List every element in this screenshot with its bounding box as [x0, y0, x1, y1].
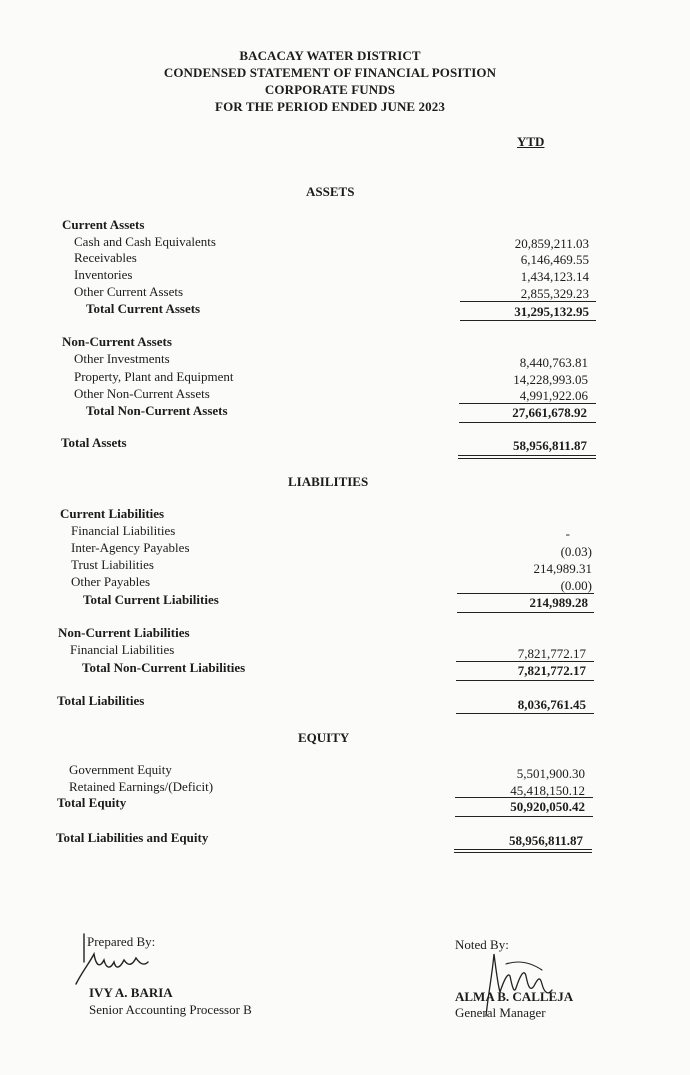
total-assets-label: Total Assets	[61, 435, 127, 450]
line-item-label: Cash and Cash Equivalents	[74, 234, 216, 249]
double-rule-top	[454, 849, 592, 850]
subtotal-rule	[459, 403, 596, 404]
assets-heading: ASSETS	[306, 184, 355, 199]
total-rule	[457, 612, 594, 613]
line-item-label: Property, Plant and Equipment	[74, 369, 234, 384]
total-current-assets-amount: 31,295,132.95	[514, 304, 589, 319]
double-rule-bottom	[454, 852, 592, 853]
noncurrent-assets-label: Non-Current Assets	[62, 334, 172, 349]
total-liabilities-equity-amount: 58,956,811.87	[508, 833, 583, 848]
line-item-amount: 2,855,329.23	[520, 286, 589, 301]
noted-by-caption: Noted By:	[455, 937, 509, 952]
preparer-signature-icon	[70, 932, 155, 988]
total-current-liabilities-label: Total Current Liabilities	[83, 592, 219, 607]
manager-name: ALMA B. CALLEJA	[455, 989, 574, 1004]
total-equity-amount: 50,920,050.42	[510, 799, 585, 814]
line-item-label: Receivables	[74, 250, 137, 265]
total-liabilities-label: Total Liabilities	[57, 693, 145, 708]
line-item-amount: 8,440,763.81	[519, 355, 588, 370]
preparer-name: IVY A. BARIA	[89, 985, 173, 1000]
total-liabilities-equity-label: Total Liabilities and Equity	[56, 830, 209, 845]
line-item-label: Other Current Assets	[74, 284, 184, 299]
fund-name: CORPORATE FUNDS	[264, 82, 396, 97]
line-item-amount: -	[565, 526, 570, 541]
line-item-label: Government Equity	[69, 762, 172, 777]
total-current-liabilities-amount: 214,989.28	[529, 595, 588, 610]
total-equity-label: Total Equity	[57, 795, 127, 810]
preparer-title: Senior Accounting Processor B	[89, 1002, 252, 1017]
line-item-amount: 6,146,469.55	[520, 252, 589, 267]
line-item-label: Inter-Agency Payables	[71, 540, 190, 555]
line-item-label: Financial Liabilities	[71, 523, 176, 538]
total-rule	[455, 816, 593, 817]
line-item-amount: (0.00)	[560, 578, 592, 593]
total-noncurrent-liabilities-amount: 7,821,772.17	[517, 663, 586, 678]
total-rule	[456, 680, 594, 681]
line-item-label: Other Investments	[74, 351, 170, 366]
line-item-label: Other Payables	[71, 574, 151, 589]
line-item-label: Other Non-Current Assets	[74, 386, 210, 401]
total-rule	[459, 422, 596, 423]
line-item-amount: 1,434,123.14	[520, 269, 589, 284]
organization-name: BACACAY WATER DISTRICT	[239, 48, 421, 63]
line-item-amount: 7,821,772.17	[517, 646, 586, 661]
total-noncurrent-assets-amount: 27,661,678.92	[512, 405, 587, 420]
total-current-assets-label: Total Current Assets	[86, 301, 201, 316]
line-item-amount: 5,501,900.30	[516, 766, 585, 781]
statement-title: CONDENSED STATEMENT OF FINANCIAL POSITION	[163, 65, 497, 80]
ytd-column-header: YTD	[517, 134, 545, 149]
current-assets-label: Current Assets	[62, 217, 145, 232]
line-item-label: Financial Liabilities	[70, 642, 175, 657]
manager-title: General Manager	[455, 1005, 546, 1020]
line-item-label: Inventories	[74, 267, 133, 282]
subtotal-rule	[456, 661, 594, 662]
noncurrent-liabilities-label: Non-Current Liabilities	[58, 625, 190, 640]
total-noncurrent-liabilities-label: Total Non-Current Liabilities	[82, 660, 246, 675]
line-item-amount: (0.03)	[560, 544, 592, 559]
total-assets-amount: 58,956,811.87	[512, 438, 587, 453]
equity-heading: EQUITY	[298, 730, 350, 745]
period-label: FOR THE PERIOD ENDED JUNE 2023	[215, 99, 445, 114]
line-item-amount: 45,418,150.12	[510, 783, 585, 798]
liabilities-heading: LIABILITIES	[288, 474, 369, 489]
subtotal-rule	[455, 797, 593, 798]
line-item-label: Trust Liabilities	[71, 557, 154, 572]
current-liabilities-label: Current Liabilities	[60, 506, 165, 521]
line-item-label: Retained Earnings/(Deficit)	[69, 779, 214, 794]
double-rule-top	[458, 455, 596, 456]
total-noncurrent-assets-label: Total Non-Current Assets	[86, 403, 228, 418]
line-item-amount: 14,228,993.05	[513, 372, 588, 387]
subtotal-rule	[460, 301, 596, 302]
prepared-by-caption: Prepared By:	[87, 934, 156, 949]
double-rule-bottom	[458, 458, 596, 459]
subtotal-rule	[457, 593, 594, 594]
total-liabilities-amount: 8,036,761.45	[517, 697, 586, 712]
line-item-amount: 214,989.31	[533, 561, 592, 576]
line-item-amount: 20,859,211.03	[514, 236, 589, 251]
total-rule	[460, 320, 596, 321]
line-item-amount: 4,991,922.06	[519, 388, 588, 403]
total-rule	[456, 713, 594, 714]
